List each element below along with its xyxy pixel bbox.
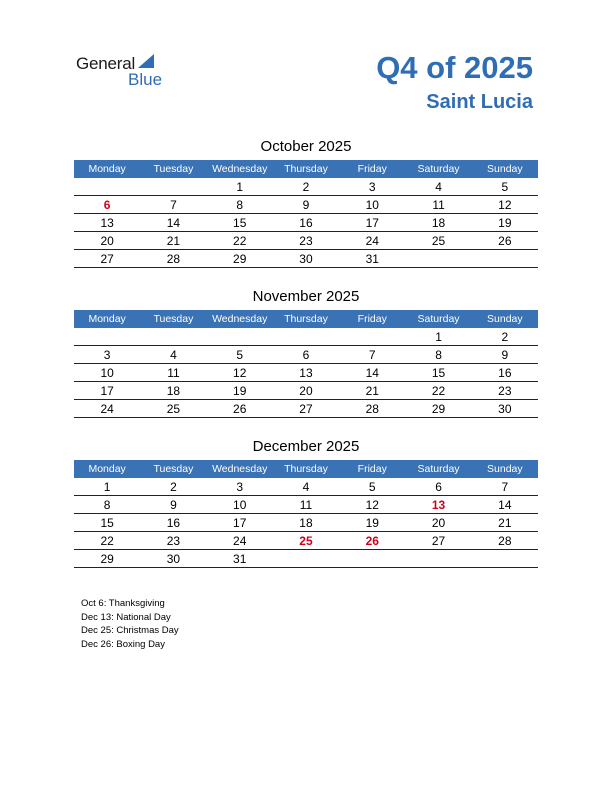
date-cell: 3 [368,179,376,194]
date-cell: 8 [435,347,442,362]
date-cell: 26 [233,401,247,416]
date-cell: 22 [100,533,114,548]
logo-word-general: General [76,54,136,73]
date-cell: 28 [365,401,379,416]
date-cell: 13 [299,365,313,380]
date-cell: 28 [498,533,512,548]
date-cell: 3 [103,347,111,362]
weekday-header [74,160,538,178]
weekday-label: Monday [88,313,126,325]
weekday-label: Wednesday [212,313,268,325]
holiday-date-cell: 6 [103,197,111,212]
date-cell: 18 [166,383,181,398]
date-cell: 5 [236,347,244,362]
date-cell: 11 [167,365,180,380]
date-cell: 6 [435,479,442,494]
date-cell: 29 [233,251,247,266]
week-row [74,178,538,196]
date-cell: 27 [299,401,313,416]
date-cell: 16 [166,515,181,530]
date-cell: 30 [299,251,313,266]
date-cell: 12 [498,197,512,212]
date-cell: 13 [100,215,114,230]
week-row [74,382,538,400]
date-cell: 4 [435,179,442,194]
date-cell: 7 [170,197,177,212]
month-calendar-october [74,138,538,268]
date-cell: 5 [368,479,376,494]
date-cell: 7 [501,479,509,494]
date-cell: 14 [498,497,512,512]
month-calendar-december [74,438,538,568]
week-row [74,364,538,382]
holiday-notes [81,597,179,651]
weekday-label: Thursday [284,313,328,325]
date-cell: 1 [435,329,442,344]
date-cell: 27 [100,251,114,266]
date-cell: 2 [501,329,509,344]
date-cell: 22 [431,383,446,398]
date-cell: 20 [431,515,446,530]
date-cell: 24 [233,533,247,548]
date-cell: 16 [299,215,313,230]
date-cell: 4 [170,347,177,362]
holiday-date-cell: 25 [299,533,313,548]
date-cell: 14 [365,365,379,380]
date-cell: 10 [233,497,247,512]
date-cell: 25 [431,233,446,248]
date-cell: 3 [236,479,244,494]
week-row [74,514,538,532]
week-row [74,532,538,550]
date-cell: 28 [166,251,181,266]
date-cell: 18 [299,515,313,530]
weekday-label: Saturday [417,463,460,475]
week-row [74,400,538,418]
weekday-label: Saturday [417,313,460,325]
month-title: October 2025 [260,138,352,155]
date-cell: 9 [302,197,310,212]
date-cell: 30 [166,551,181,566]
quarter-title: Q4 of 2025 [376,50,533,85]
date-cell: 24 [365,233,379,248]
week-row [74,328,538,346]
date-cell: 8 [236,197,244,212]
holiday-note: Oct 6: Thanksgiving [81,598,165,609]
date-cell: 15 [233,215,247,230]
date-cell: 11 [432,197,445,212]
date-cell: 22 [233,233,247,248]
weekday-label: Friday [357,163,387,175]
date-cell: 24 [100,401,114,416]
date-cell: 12 [365,497,379,512]
date-cell: 19 [498,215,512,230]
weekday-label: Sunday [487,463,523,475]
date-cell: 25 [166,401,181,416]
weekday-label: Tuesday [153,163,194,175]
weekday-label: Wednesday [212,463,268,475]
logo-word-blue: Blue [128,70,163,89]
date-cell: 14 [166,215,181,230]
week-row [74,496,538,514]
holiday-note: Dec 26: Boxing Day [81,638,165,650]
date-cell: 26 [498,233,512,248]
country-name: Saint Lucia [426,91,533,113]
date-cell: 6 [302,347,310,362]
date-cell: 20 [299,383,313,398]
date-cell: 19 [365,515,379,530]
weekday-label: Monday [88,463,126,475]
weeks-container [74,328,538,418]
weekday-label: Tuesday [153,463,194,475]
weekday-label: Thursday [284,463,328,475]
week-row [74,214,538,232]
week-row [74,196,538,214]
date-cell: 23 [498,383,512,398]
date-cell: 2 [302,179,310,194]
generalblue-logo [76,52,176,92]
date-cell: 9 [170,497,177,512]
date-cell: 11 [299,497,313,512]
week-row [74,478,538,496]
date-cell: 1 [103,479,111,494]
month-title: December 2025 [252,438,360,455]
weekday-header [74,460,538,478]
weekday-label: Sunday [487,313,523,325]
date-cell: 29 [431,401,446,416]
date-cell: 27 [431,533,446,548]
holiday-note: Dec 25: Christmas Day [81,625,179,636]
date-cell: 21 [166,233,181,248]
date-cell: 9 [501,347,509,362]
date-cell: 16 [498,365,512,380]
date-cell: 15 [431,365,446,380]
logo-triangle-icon [138,54,164,70]
week-row [74,346,538,364]
date-cell: 31 [233,551,247,566]
date-cell: 21 [498,515,512,530]
weekday-label: Monday [88,163,126,175]
holiday-date-cell: 26 [365,533,379,548]
date-cell: 18 [431,215,446,230]
date-cell: 17 [100,383,114,398]
weeks-container [74,478,538,568]
weekday-label: Thursday [284,163,328,175]
date-cell: 30 [498,401,512,416]
weekday-label: Saturday [417,163,460,175]
date-cell: 21 [365,383,379,398]
weekday-label: Sunday [487,163,523,175]
date-cell: 1 [236,179,244,194]
week-row [74,250,538,268]
date-cell: 29 [100,551,114,566]
date-cell: 17 [365,215,379,230]
date-cell: 15 [100,515,114,530]
date-cell: 8 [103,497,111,512]
date-cell: 20 [100,233,114,248]
holiday-note: Dec 13: National Day [81,611,171,623]
date-cell: 23 [299,233,313,248]
date-cell: 23 [166,533,181,548]
date-cell: 10 [365,197,379,212]
week-row [74,550,538,568]
date-cell: 17 [233,515,247,530]
date-cell: 5 [501,179,509,194]
month-calendar-november [74,288,538,418]
weeks-container [74,178,538,268]
weekday-label: Friday [357,463,387,475]
date-cell: 19 [233,383,247,398]
weekday-label: Wednesday [212,163,268,175]
weekday-label: Tuesday [153,313,194,325]
date-cell: 12 [233,365,247,380]
date-cell: 31 [365,251,379,266]
date-cell: 7 [368,347,376,362]
weekday-label: Friday [357,313,387,325]
date-cell: 4 [302,479,310,494]
month-title: November 2025 [252,288,360,305]
date-cell: 2 [170,479,177,494]
week-row [74,232,538,250]
holiday-date-cell: 13 [431,497,446,512]
date-cell: 10 [100,365,114,380]
weekday-header [74,310,538,328]
